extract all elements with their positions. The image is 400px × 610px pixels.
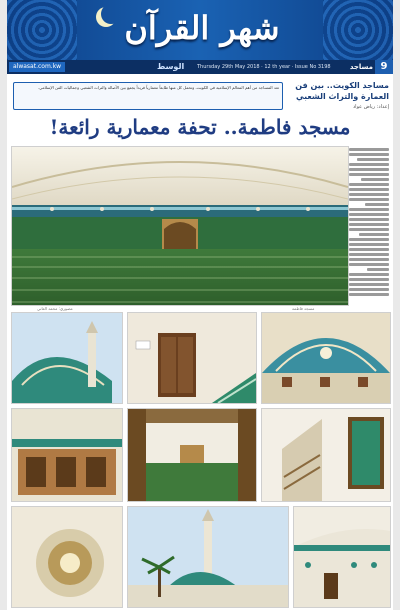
decorative-pattern-right: [323, 0, 393, 60]
prayer-hall-arch-illustration: [128, 409, 256, 501]
photo-ceiling-chandelier: [11, 506, 123, 608]
newspaper-logo: الوسط: [157, 62, 185, 71]
photo-side-wall: [293, 506, 391, 608]
photo-mosque-exterior-palm: [127, 506, 289, 608]
main-photo-mosque-interior: [11, 146, 349, 306]
photo-dome-interior: [261, 312, 391, 404]
website-label: alwasat.com.kw: [9, 62, 65, 72]
photo-staircase-panel: [261, 408, 391, 502]
article-body-column: [349, 146, 389, 306]
byline: إعداد: رياض عواد: [352, 104, 389, 110]
photo-credit: مصوري: محمد العاني: [37, 306, 73, 311]
photo-exterior-facade: [11, 408, 123, 502]
ceiling-chandelier-illustration: [12, 507, 122, 607]
exterior-facade-illustration: [12, 409, 122, 501]
decorative-pattern-left: [7, 0, 77, 60]
staircase-panel-illustration: [262, 409, 390, 501]
side-wall-illustration: [294, 507, 390, 607]
series-subhead: [289, 80, 389, 113]
photo-caption: مسجد فاطمة: [292, 306, 315, 311]
section-label: مساجد: [349, 63, 373, 71]
photo-prayer-hall-arch: [127, 408, 257, 502]
series-title: مساجد الكويت.. بين فن العمارة والتراث الشعبي: [295, 81, 389, 101]
headline: مسجد فاطمة.. تحفة معمارية رائعة!: [49, 115, 351, 139]
mosque-exterior-palm-illustration: [128, 507, 288, 607]
dome-minaret-illustration: [12, 313, 122, 403]
newspaper-page: [7, 0, 393, 610]
masthead-title: شهر القرآن: [124, 9, 280, 47]
mosque-interior-illustration: [12, 147, 348, 305]
wooden-door-illustration: [128, 313, 256, 403]
intro-box: [13, 82, 283, 110]
dateline: Thursday 29th May 2018 · 12 th year · Issue No 3198: [197, 64, 331, 70]
photo-wooden-door: [127, 312, 257, 404]
photo-dome-minaret: [11, 312, 123, 404]
page-number: 9: [375, 60, 393, 74]
info-bar: [7, 60, 393, 74]
intro-text: تعد المساجد من أهم المعالم الإسلامية في الكويت، وتحمل كل منها طابعاً معمارياً فريداً يجمع بين الأصالة والتراث الشعبي وجماليات الفن الإسلامي.: [37, 85, 279, 90]
masthead: [7, 0, 393, 60]
dome-interior-illustration: [262, 313, 390, 403]
